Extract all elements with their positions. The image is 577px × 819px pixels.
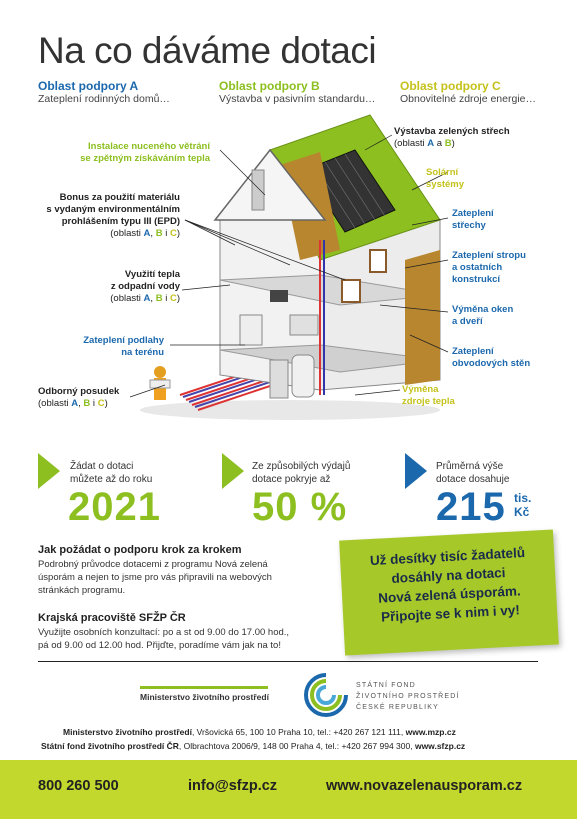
label-ceiling-insulation-line2: a ostatních [452, 262, 503, 273]
offices-section [38, 612, 338, 652]
areas-sep: , [150, 228, 156, 239]
address-fund-name: Státní fond životního prostředí ČR [41, 741, 179, 751]
footer-email[interactable]: info@sfzp.cz [188, 778, 278, 794]
label-green-roof-areas [394, 138, 455, 149]
fund-logo-icon [304, 673, 348, 717]
ministry-logo-bar [140, 686, 268, 689]
label-materials-line1: Bonus za použití materiálu [59, 192, 180, 203]
label-green-roof [394, 126, 510, 150]
label-materials-line2: s vydaným environmentálním [46, 204, 180, 215]
area-c-tag: C [169, 228, 177, 239]
area-a-desc: Zateplení rodinných domů… [38, 93, 170, 105]
stat-2-text-line2: dotace pokryje až [252, 474, 331, 485]
label-walls-insulation-line1: Zateplení [452, 346, 494, 357]
area-b-tag: B [155, 228, 163, 239]
area-c-name: Oblast podpory C [400, 79, 501, 93]
label-wastewater-line1: Využití tepla [124, 269, 180, 280]
stat-3-unit [514, 491, 531, 519]
footer-web[interactable]: www.novazelenausporam.cz [326, 778, 523, 794]
label-materials-areas [110, 228, 180, 239]
areas-prefix: (oblasti [110, 293, 144, 304]
page-title: Na co dáváme dotaci [38, 30, 377, 71]
offices-heading: Krajská pracoviště SFŽP ČR [38, 612, 186, 624]
label-green-roof-line1: Výstavba zelených střech [394, 126, 510, 137]
label-heat-source-line2: zdroje tepla [402, 396, 455, 407]
stat-2-arrow-icon [222, 453, 244, 489]
areas-sep: a [434, 138, 445, 149]
label-windows [452, 304, 513, 328]
address-ministry-name: Ministerstvo životního prostředí [63, 727, 192, 737]
stat-1-arrow-icon [38, 453, 60, 489]
stat-3-text-line1: Průměrná výše [436, 461, 504, 472]
label-ceiling-insulation [452, 250, 526, 286]
areas-suffix: ) [451, 138, 455, 149]
label-ceiling-insulation-line1: Zateplení stropu [452, 250, 526, 261]
label-heat-source [402, 384, 455, 408]
fund-logo-line2: ŽIVOTNÍHO PROSTŘEDÍ [356, 693, 460, 700]
stat-1-text-line2: můžete až do roku [70, 474, 153, 485]
areas-suffix: ) [176, 228, 180, 239]
divider [38, 661, 538, 662]
areas-prefix: (oblasti [110, 228, 144, 239]
stat-1-text-line1: Žádat o dotaci [70, 461, 134, 472]
areas-suffix: ) [104, 398, 108, 409]
fund-logo-line1: STÁTNÍ FOND [356, 682, 416, 689]
stat-3-text-line2: dotace dosahuje [436, 474, 510, 485]
label-materials-line3: prohlášením typu III (EPD) [61, 216, 180, 227]
label-windows-line1: Výměna oken [452, 304, 514, 315]
label-floor-line1: Zateplení podlahy [83, 335, 164, 346]
stat-1-value: 2021 [68, 485, 161, 529]
address-ministry-web[interactable]: www.mzp.cz [405, 727, 456, 737]
stat-3-text [436, 460, 509, 486]
label-ceiling-insulation-line3: konstrukcí [452, 274, 501, 285]
label-ventilation [62, 141, 210, 165]
areas-sep: , [78, 398, 84, 409]
area-c-tag: C [97, 398, 105, 409]
areas-sep: i [90, 398, 98, 409]
label-floor-line2: na terénu [121, 347, 164, 358]
stat-3-arrow-icon [405, 453, 427, 489]
area-a-name: Oblast podpory A [38, 79, 139, 93]
address-ministry [63, 727, 456, 737]
stat-3-value: 215 [436, 485, 506, 529]
address-fund-web[interactable]: www.sfzp.cz [414, 741, 466, 751]
label-expert-areas [38, 398, 108, 409]
label-wastewater-areas [110, 293, 180, 304]
offices-text-line1: Využijte osobních konzultací: po a st od 9.00 do 17.00 hod., [38, 627, 290, 638]
area-b-name: Oblast podpory B [219, 79, 320, 93]
address-fund-details: , Olbrachtova 2006/9, 148 00 Praha 4, tel.: +420 267 994 300, [178, 741, 415, 751]
stat-1-text [70, 460, 152, 486]
area-c-tag: C [169, 293, 177, 304]
label-expert [38, 386, 119, 410]
label-heat-source-line1: Výměna [402, 384, 439, 395]
label-solar-line2: systémy [426, 179, 465, 190]
stat-3-unit-line2: Kč [514, 505, 530, 519]
address-fund [41, 741, 465, 751]
areas-sep: , [150, 293, 156, 304]
label-solar [426, 167, 464, 191]
callout-line1: Už desítky tisíc žadatelů [369, 544, 526, 569]
label-windows-line2: a dveří [452, 316, 483, 327]
label-walls-insulation [452, 346, 530, 370]
area-b-tag: B [444, 138, 452, 149]
label-materials [30, 192, 180, 240]
fund-logo-line3: ČESKÉ REPUBLIKY [356, 704, 439, 711]
label-wastewater-line2: z odpadní vody [110, 281, 180, 292]
address-ministry-details: , Vršovická 65, 100 10 Praha 10, tel.: +420 267 121 111, [191, 727, 406, 737]
areas-sep: i [162, 293, 170, 304]
label-roof-insulation-line1: Zateplení [452, 208, 494, 219]
area-b-tag: B [83, 398, 91, 409]
footer-phone[interactable]: 800 260 500 [38, 778, 119, 794]
stat-2-value: 50 % [252, 485, 348, 529]
area-c-desc: Obnovitelné zdroje energie… [400, 93, 536, 105]
area-a-tag: A [143, 293, 151, 304]
areas-suffix: ) [176, 293, 180, 304]
label-expert-line1: Odborný posudek [38, 386, 120, 397]
how-text [38, 558, 338, 597]
label-roof-insulation [452, 208, 494, 232]
stat-2-text [252, 460, 350, 486]
callout-text [340, 541, 558, 628]
callout-line4: Připojte se k nim i vy! [380, 602, 521, 625]
callout-line3: Nová zelená úsporám. [377, 583, 522, 606]
area-b-desc: Výstavba v pasivním standardu… [219, 93, 376, 105]
areas-prefix: (oblasti [394, 138, 428, 149]
label-ventilation-line2: se zpětným získáváním tepla [80, 153, 210, 164]
areas-sep: i [162, 228, 170, 239]
stat-2-text-line1: Ze způsobilých výdajů [252, 461, 351, 472]
ministry-logo-text: Ministerstvo životního prostředí [140, 692, 269, 702]
offices-text-line2: pá od 9.00 od 12.00 hod. Přijďte, poradíme vám jak na to! [38, 640, 281, 651]
callout-line2: dosáhly na dotaci [391, 565, 506, 586]
area-a-tag: A [71, 398, 79, 409]
how-heading: Jak požádat o podporu krok za krokem [38, 544, 242, 556]
areas-prefix: (oblasti [38, 398, 72, 409]
how-text-line3: stránkách programu. [38, 585, 126, 596]
offices-text [38, 626, 338, 652]
how-text-line2: úsporám a nejen to jsme pro vás připravili na webových [38, 572, 272, 583]
label-ventilation-line1: Instalace nuceného větrání [88, 141, 210, 152]
label-walls-insulation-line2: obvodových stěn [452, 358, 531, 369]
area-a-tag: A [427, 138, 435, 149]
label-floor [60, 335, 164, 359]
label-wastewater [60, 269, 180, 305]
how-section [38, 544, 338, 597]
area-b-tag: B [155, 293, 163, 304]
label-roof-insulation-line2: střechy [452, 220, 486, 231]
how-text-line1: Podrobný průvodce dotacemi z programu Nová zelená [38, 559, 268, 570]
area-a-tag: A [143, 228, 151, 239]
stat-3-unit-line1: tis. [514, 491, 532, 505]
fund-logo-text [356, 680, 460, 713]
label-solar-line1: Solární [426, 167, 459, 178]
